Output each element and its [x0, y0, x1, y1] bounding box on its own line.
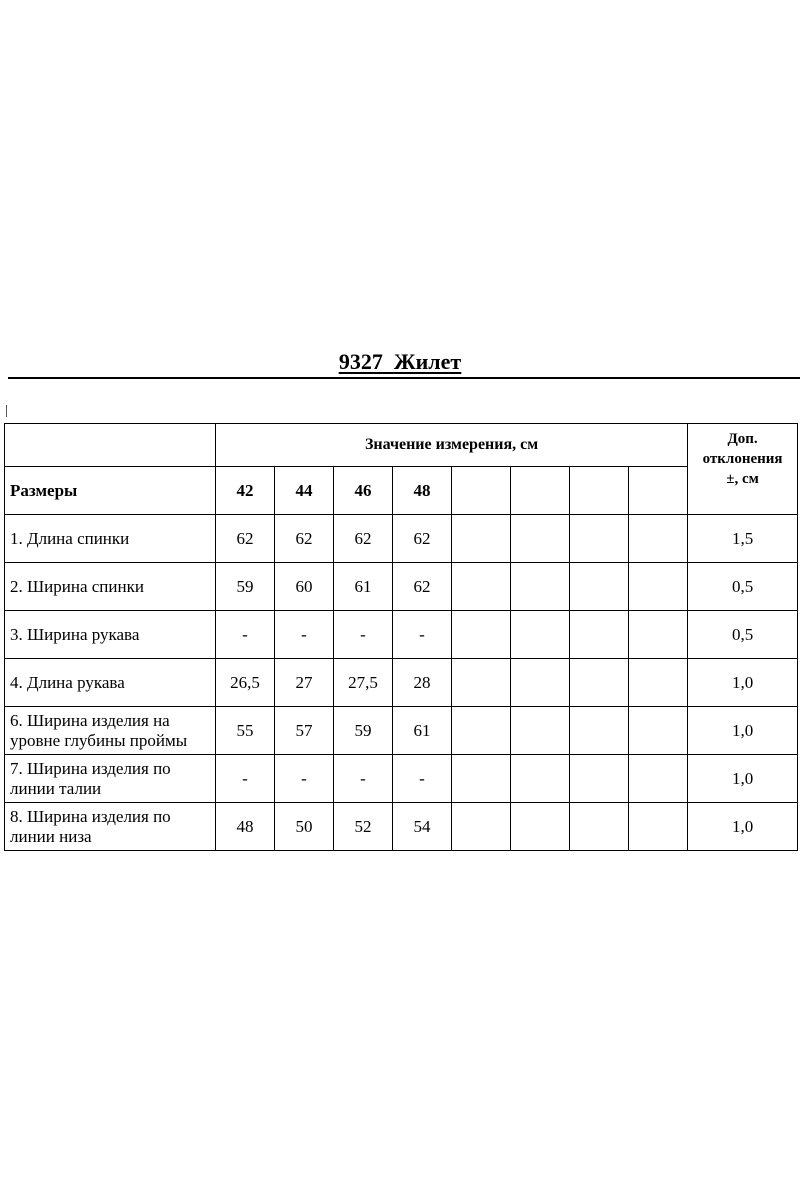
measurement-name-line: 6. Ширина изделия на [10, 710, 170, 730]
value-cell [511, 755, 570, 803]
measurement-name [5, 659, 216, 707]
value-cell: 28 [393, 659, 452, 707]
deviation-cell: 1,5 [688, 515, 798, 563]
value-cell [452, 611, 511, 659]
value-cell: 50 [275, 803, 334, 851]
sizes-label: Размеры [5, 467, 216, 515]
value-cell [629, 707, 688, 755]
size-header-cell [570, 467, 629, 515]
value-cell [570, 803, 629, 851]
value-cell: 62 [216, 515, 275, 563]
measurement-name [5, 755, 216, 803]
value-cell: 62 [275, 515, 334, 563]
value-cell [629, 659, 688, 707]
table-row [5, 611, 798, 659]
measurement-header: Значение измерения, см [216, 424, 688, 467]
size-header-cell [452, 467, 511, 515]
measurement-name [5, 611, 216, 659]
measurement-name [5, 563, 216, 611]
value-cell [452, 563, 511, 611]
deviation-cell: 0,5 [688, 611, 798, 659]
deviation-cell: 1,0 [688, 755, 798, 803]
table-row [5, 659, 798, 707]
value-cell: 57 [275, 707, 334, 755]
value-cell: 59 [334, 707, 393, 755]
value-cell [629, 611, 688, 659]
value-cell [570, 611, 629, 659]
value-cell: - [275, 611, 334, 659]
title-divider [8, 377, 800, 379]
value-cell [511, 563, 570, 611]
value-cell [629, 803, 688, 851]
size-header-cell [629, 467, 688, 515]
value-cell [629, 563, 688, 611]
value-cell [452, 659, 511, 707]
measurement-name-line: 8. Ширина изделия по [10, 806, 171, 826]
size-header-cell: 44 [275, 467, 334, 515]
article-number: 9327 [338, 349, 383, 374]
value-cell: - [334, 611, 393, 659]
deviation-cell: 1,0 [688, 659, 798, 707]
table-row [5, 755, 798, 803]
value-cell [629, 515, 688, 563]
value-cell: 55 [216, 707, 275, 755]
margin-mark [6, 405, 7, 417]
deviation-header-line-3: ±, см [726, 471, 759, 487]
deviation-header-line-1: Доп. [727, 431, 758, 447]
value-cell: - [334, 755, 393, 803]
deviation-header-line-2: отклонения [702, 451, 783, 467]
value-cell [452, 803, 511, 851]
value-cell [511, 611, 570, 659]
value-cell: 27,5 [334, 659, 393, 707]
measurement-name-line: линии талии [10, 778, 102, 798]
value-cell: 62 [393, 563, 452, 611]
value-cell: 62 [334, 515, 393, 563]
table-row [5, 803, 798, 851]
value-cell: 61 [334, 563, 393, 611]
measurement-name-line: 2. Ширина спинки [10, 576, 144, 596]
table-row [5, 515, 798, 563]
value-cell: - [275, 755, 334, 803]
value-cell: 52 [334, 803, 393, 851]
value-cell [570, 563, 629, 611]
title-text [339, 349, 461, 374]
header-row-1 [5, 424, 798, 467]
value-cell [511, 803, 570, 851]
document-title [0, 348, 800, 376]
size-header-cell: 42 [216, 467, 275, 515]
measurement-name-line: линии низа [10, 826, 92, 846]
garment-name: Жилет [393, 349, 462, 374]
value-cell [570, 659, 629, 707]
value-cell: 26,5 [216, 659, 275, 707]
value-cell: 48 [216, 803, 275, 851]
measurement-name [5, 515, 216, 563]
measurement-name-line: 3. Ширина рукава [10, 624, 140, 644]
value-cell: - [393, 755, 452, 803]
size-header-cell: 46 [334, 467, 393, 515]
value-cell: - [393, 611, 452, 659]
corner-cell [5, 424, 216, 467]
sizes-row [5, 467, 798, 515]
measurement-name [5, 707, 216, 755]
value-cell: - [216, 611, 275, 659]
measurement-name-line: 1. Длина спинки [10, 528, 130, 548]
value-cell: 27 [275, 659, 334, 707]
value-cell [629, 755, 688, 803]
size-header-cell [511, 467, 570, 515]
value-cell [570, 755, 629, 803]
deviation-cell: 1,0 [688, 803, 798, 851]
table-row [5, 707, 798, 755]
value-cell [452, 755, 511, 803]
measurement-name-line: 7. Ширина изделия по [10, 758, 171, 778]
value-cell: - [216, 755, 275, 803]
deviation-cell: 1,0 [688, 707, 798, 755]
value-cell [570, 707, 629, 755]
value-cell: 60 [275, 563, 334, 611]
value-cell [511, 659, 570, 707]
deviation-cell: 0,5 [688, 563, 798, 611]
table-row [5, 563, 798, 611]
value-cell [452, 707, 511, 755]
value-cell: 61 [393, 707, 452, 755]
value-cell: 62 [393, 515, 452, 563]
measurement-name [5, 803, 216, 851]
value-cell: 59 [216, 563, 275, 611]
size-chart-table [4, 423, 798, 851]
measurement-name-line: уровне глубины проймы [10, 730, 188, 750]
deviation-header [688, 424, 798, 515]
value-cell [570, 515, 629, 563]
value-cell: 54 [393, 803, 452, 851]
measurement-name-line: 4. Длина рукава [10, 672, 125, 692]
size-header-cell: 48 [393, 467, 452, 515]
value-cell [452, 515, 511, 563]
value-cell [511, 515, 570, 563]
value-cell [511, 707, 570, 755]
